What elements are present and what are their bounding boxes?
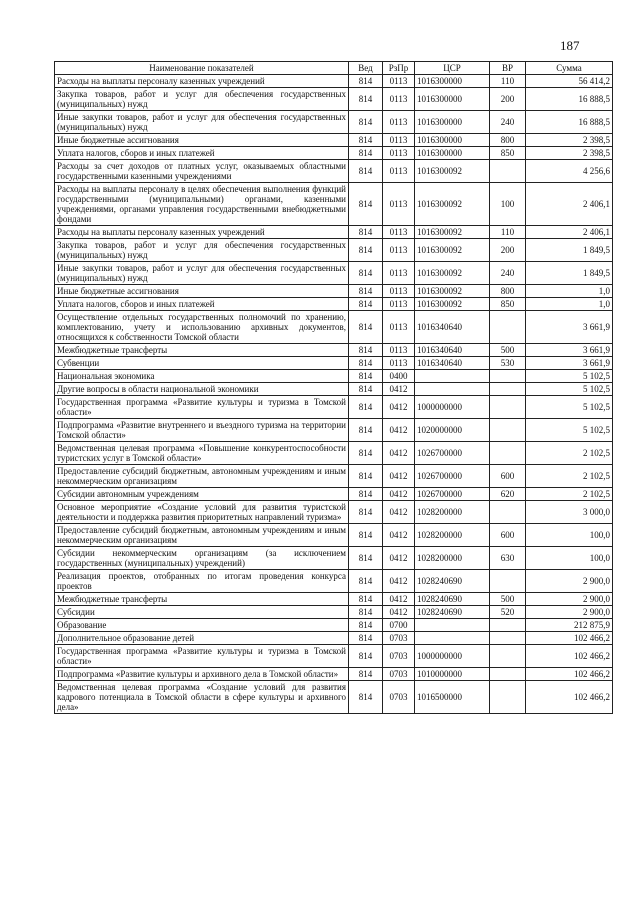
cell-name: Иные бюджетные ассигнования [55, 134, 349, 147]
cell-csr: 1020000000 [415, 419, 490, 442]
cell-sum: 2 900,0 [526, 606, 613, 619]
cell-vr: 240 [490, 262, 526, 285]
cell-rzpr: 0113 [383, 357, 415, 370]
cell-sum: 5 102,5 [526, 383, 613, 396]
cell-name: Подпрограмма «Развитие внутреннего и въездного туризма на территории Томской области» [55, 419, 349, 442]
cell-name: Другие вопросы в области национальной экономики [55, 383, 349, 396]
cell-vr: 200 [490, 239, 526, 262]
cell-vr [490, 370, 526, 383]
cell-ved: 814 [349, 311, 383, 344]
cell-rzpr: 0400 [383, 370, 415, 383]
table-row [55, 75, 613, 88]
cell-ved: 814 [349, 285, 383, 298]
cell-name: Расходы за счет доходов от платных услуг, оказываемых областными государственными казенными учреждениями [55, 160, 349, 183]
table-row [55, 88, 613, 111]
table-row [55, 344, 613, 357]
cell-sum: 3 661,9 [526, 311, 613, 344]
cell-sum: 5 102,5 [526, 396, 613, 419]
cell-sum: 2 398,5 [526, 147, 613, 160]
cell-rzpr: 0113 [383, 298, 415, 311]
cell-name: Расходы на выплаты персоналу казенных учреждений [55, 226, 349, 239]
cell-name: Осуществление отдельных государственных полномочий по хранению, комплектованию, учету и использованию архивных документов, относящихся к собственности Томской области [55, 311, 349, 344]
cell-vr: 600 [490, 465, 526, 488]
table-body [55, 75, 613, 714]
cell-vr [490, 681, 526, 714]
table-row [55, 606, 613, 619]
cell-name: Субвенции [55, 357, 349, 370]
column-header-sum: Сумма [526, 62, 613, 75]
cell-rzpr: 0412 [383, 488, 415, 501]
cell-sum: 3 000,0 [526, 501, 613, 524]
cell-csr: 1028200000 [415, 547, 490, 570]
cell-rzpr: 0113 [383, 88, 415, 111]
cell-vr: 500 [490, 344, 526, 357]
cell-sum: 100,0 [526, 547, 613, 570]
cell-name: Закупка товаров, работ и услуг для обеспечения государственных (муниципальных) нужд [55, 239, 349, 262]
cell-sum: 1 849,5 [526, 262, 613, 285]
cell-name: Дополнительное образование детей [55, 632, 349, 645]
cell-vr [490, 645, 526, 668]
cell-sum: 102 466,2 [526, 681, 613, 714]
page-number: 187 [560, 38, 580, 53]
cell-sum: 3 661,9 [526, 344, 613, 357]
budget-table [54, 61, 613, 714]
cell-vr [490, 419, 526, 442]
cell-name: Субсидии некоммерческим организациям (за исключением государственных (муниципальных) учреждений) [55, 547, 349, 570]
table-row [55, 239, 613, 262]
cell-sum: 2 406,1 [526, 226, 613, 239]
table-row [55, 262, 613, 285]
cell-name: Подпрограмма «Развитие культуры и архивного дела в Томской области» [55, 668, 349, 681]
cell-sum: 56 414,2 [526, 75, 613, 88]
cell-rzpr: 0113 [383, 75, 415, 88]
cell-sum: 2 102,5 [526, 442, 613, 465]
column-header-vr: ВР [490, 62, 526, 75]
cell-vr [490, 160, 526, 183]
cell-rzpr: 0113 [383, 239, 415, 262]
cell-vr [490, 383, 526, 396]
cell-ved: 814 [349, 383, 383, 396]
cell-ved: 814 [349, 370, 383, 383]
cell-vr [490, 311, 526, 344]
cell-vr: 600 [490, 524, 526, 547]
table-row [55, 183, 613, 226]
cell-sum: 2 102,5 [526, 488, 613, 501]
cell-sum: 4 256,6 [526, 160, 613, 183]
cell-sum: 1 849,5 [526, 239, 613, 262]
cell-rzpr: 0700 [383, 619, 415, 632]
cell-rzpr: 0703 [383, 645, 415, 668]
column-header-csr: ЦСР [415, 62, 490, 75]
cell-csr: 1016340640 [415, 357, 490, 370]
cell-csr: 1016300092 [415, 262, 490, 285]
cell-name: Уплата налогов, сборов и иных платежей [55, 298, 349, 311]
cell-sum: 16 888,5 [526, 111, 613, 134]
cell-vr: 520 [490, 606, 526, 619]
cell-name: Основное мероприятие «Создание условий для развития туристской деятельности и поддержка развития приоритетных направлений туризма» [55, 501, 349, 524]
cell-csr: 1016300092 [415, 285, 490, 298]
table-row [55, 419, 613, 442]
cell-sum: 5 102,5 [526, 370, 613, 383]
cell-rzpr: 0113 [383, 262, 415, 285]
table-row [55, 383, 613, 396]
cell-vr: 620 [490, 488, 526, 501]
cell-vr: 800 [490, 285, 526, 298]
cell-rzpr: 0412 [383, 465, 415, 488]
cell-sum: 3 661,9 [526, 357, 613, 370]
table-row [55, 524, 613, 547]
cell-csr: 1016300000 [415, 147, 490, 160]
cell-ved: 814 [349, 501, 383, 524]
cell-csr: 1016300000 [415, 111, 490, 134]
cell-name: Образование [55, 619, 349, 632]
cell-sum: 2 102,5 [526, 465, 613, 488]
cell-vr [490, 501, 526, 524]
column-header-ved: Вед [349, 62, 383, 75]
cell-rzpr: 0412 [383, 593, 415, 606]
cell-vr: 110 [490, 226, 526, 239]
cell-name: Реализация проектов, отобранных по итогам проведения конкурса проектов [55, 570, 349, 593]
cell-csr: 1016340640 [415, 344, 490, 357]
cell-ved: 814 [349, 488, 383, 501]
cell-ved: 814 [349, 75, 383, 88]
cell-vr [490, 396, 526, 419]
cell-name: Иные закупки товаров, работ и услуг для обеспечения государственных (муниципальных) нужд [55, 111, 349, 134]
cell-ved: 814 [349, 111, 383, 134]
cell-rzpr: 0412 [383, 442, 415, 465]
cell-rzpr: 0113 [383, 285, 415, 298]
cell-rzpr: 0412 [383, 570, 415, 593]
table-row [55, 593, 613, 606]
column-header-rzpr: РзПр [383, 62, 415, 75]
table-row [55, 465, 613, 488]
cell-csr: 1016300092 [415, 298, 490, 311]
cell-vr: 800 [490, 134, 526, 147]
cell-csr: 1016340640 [415, 311, 490, 344]
cell-ved: 814 [349, 681, 383, 714]
cell-csr: 1016300000 [415, 134, 490, 147]
cell-ved: 814 [349, 298, 383, 311]
cell-vr: 240 [490, 111, 526, 134]
cell-csr: 1016300092 [415, 239, 490, 262]
table-row [55, 619, 613, 632]
cell-csr: 1016300000 [415, 75, 490, 88]
cell-rzpr: 0412 [383, 547, 415, 570]
cell-sum: 16 888,5 [526, 88, 613, 111]
cell-rzpr: 0412 [383, 396, 415, 419]
cell-ved: 814 [349, 160, 383, 183]
cell-rzpr: 0412 [383, 383, 415, 396]
table-row [55, 285, 613, 298]
cell-ved: 814 [349, 524, 383, 547]
cell-vr [490, 668, 526, 681]
table-row [55, 681, 613, 714]
cell-sum: 102 466,2 [526, 632, 613, 645]
cell-name: Иные бюджетные ассигнования [55, 285, 349, 298]
cell-vr: 850 [490, 298, 526, 311]
cell-sum: 2 900,0 [526, 593, 613, 606]
table-row [55, 632, 613, 645]
cell-rzpr: 0412 [383, 606, 415, 619]
cell-name: Государственная программа «Развитие культуры и туризма в Томской области» [55, 645, 349, 668]
cell-csr [415, 632, 490, 645]
cell-vr: 500 [490, 593, 526, 606]
cell-ved: 814 [349, 226, 383, 239]
table-row [55, 226, 613, 239]
cell-rzpr: 0703 [383, 632, 415, 645]
table-row [55, 396, 613, 419]
cell-ved: 814 [349, 134, 383, 147]
cell-ved: 814 [349, 239, 383, 262]
cell-name: Закупка товаров, работ и услуг для обеспечения государственных (муниципальных) нужд [55, 88, 349, 111]
cell-name: Государственная программа «Развитие культуры и туризма в Томской области» [55, 396, 349, 419]
cell-ved: 814 [349, 344, 383, 357]
cell-csr: 1028200000 [415, 524, 490, 547]
cell-csr: 1010000000 [415, 668, 490, 681]
cell-ved: 814 [349, 668, 383, 681]
cell-sum: 212 875,9 [526, 619, 613, 632]
cell-csr: 1000000000 [415, 645, 490, 668]
table-row [55, 311, 613, 344]
table-row [55, 668, 613, 681]
cell-rzpr: 0113 [383, 226, 415, 239]
cell-rzpr: 0412 [383, 524, 415, 547]
cell-vr: 100 [490, 183, 526, 226]
cell-csr [415, 370, 490, 383]
cell-rzpr: 0412 [383, 501, 415, 524]
cell-csr: 1016300092 [415, 183, 490, 226]
cell-csr: 1028240690 [415, 593, 490, 606]
cell-ved: 814 [349, 570, 383, 593]
cell-ved: 814 [349, 619, 383, 632]
cell-rzpr: 0113 [383, 111, 415, 134]
cell-vr: 850 [490, 147, 526, 160]
cell-name: Расходы на выплаты персоналу в целях обеспечения выполнения функций государственными (муниципальными) органами, казенными учреждениями, органами управления государственными внебюджетными фондами [55, 183, 349, 226]
cell-vr [490, 619, 526, 632]
cell-ved: 814 [349, 357, 383, 370]
cell-ved: 814 [349, 88, 383, 111]
cell-vr [490, 570, 526, 593]
table-row [55, 547, 613, 570]
cell-csr: 1028240690 [415, 570, 490, 593]
cell-ved: 814 [349, 147, 383, 160]
table-row [55, 357, 613, 370]
cell-ved: 814 [349, 632, 383, 645]
cell-rzpr: 0113 [383, 311, 415, 344]
cell-ved: 814 [349, 606, 383, 619]
cell-sum: 102 466,2 [526, 668, 613, 681]
cell-ved: 814 [349, 465, 383, 488]
cell-ved: 814 [349, 645, 383, 668]
cell-vr: 110 [490, 75, 526, 88]
cell-csr: 1028200000 [415, 501, 490, 524]
table-row [55, 570, 613, 593]
cell-sum: 2 406,1 [526, 183, 613, 226]
cell-vr: 630 [490, 547, 526, 570]
cell-name: Ведомственная целевая программа «Создание условий для развития кадрового потенциала в Томской области в сфере культуры и архивного дела» [55, 681, 349, 714]
cell-csr: 1000000000 [415, 396, 490, 419]
table-row [55, 111, 613, 134]
table-row [55, 370, 613, 383]
table-row [55, 501, 613, 524]
cell-ved: 814 [349, 593, 383, 606]
cell-name: Уплата налогов, сборов и иных платежей [55, 147, 349, 160]
table-row [55, 160, 613, 183]
cell-name: Субсидии [55, 606, 349, 619]
cell-name: Национальная экономика [55, 370, 349, 383]
cell-csr: 1016300092 [415, 226, 490, 239]
cell-sum: 2 398,5 [526, 134, 613, 147]
cell-sum: 2 900,0 [526, 570, 613, 593]
cell-ved: 814 [349, 419, 383, 442]
cell-vr [490, 632, 526, 645]
table-row [55, 488, 613, 501]
column-header-name: Наименование показателей [55, 62, 349, 75]
cell-vr [490, 442, 526, 465]
cell-name: Расходы на выплаты персоналу казенных учреждений [55, 75, 349, 88]
cell-name: Межбюджетные трансферты [55, 593, 349, 606]
cell-sum: 100,0 [526, 524, 613, 547]
cell-ved: 814 [349, 183, 383, 226]
cell-rzpr: 0113 [383, 160, 415, 183]
cell-rzpr: 0113 [383, 134, 415, 147]
table-header-row [55, 62, 613, 75]
cell-sum: 102 466,2 [526, 645, 613, 668]
cell-name: Иные закупки товаров, работ и услуг для обеспечения государственных (муниципальных) нужд [55, 262, 349, 285]
cell-csr: 1028240690 [415, 606, 490, 619]
cell-name: Ведомственная целевая программа «Повышение конкурентоспособности туристских услуг в Томской области» [55, 442, 349, 465]
cell-ved: 814 [349, 396, 383, 419]
cell-csr: 1016300000 [415, 88, 490, 111]
table-row [55, 134, 613, 147]
cell-csr: 1026700000 [415, 465, 490, 488]
cell-csr [415, 619, 490, 632]
cell-csr: 1026700000 [415, 442, 490, 465]
table-row [55, 147, 613, 160]
table-row [55, 442, 613, 465]
cell-csr [415, 383, 490, 396]
cell-ved: 814 [349, 262, 383, 285]
cell-rzpr: 0703 [383, 681, 415, 714]
table-row [55, 645, 613, 668]
cell-rzpr: 0703 [383, 668, 415, 681]
cell-rzpr: 0412 [383, 419, 415, 442]
cell-sum: 5 102,5 [526, 419, 613, 442]
cell-vr: 200 [490, 88, 526, 111]
cell-name: Субсидии автономным учреждениям [55, 488, 349, 501]
cell-name: Межбюджетные трансферты [55, 344, 349, 357]
table-row [55, 298, 613, 311]
cell-name: Предоставление субсидий бюджетным, автономным учреждениям и иным некоммерческим организациям [55, 465, 349, 488]
cell-sum: 1,0 [526, 298, 613, 311]
cell-csr: 1016500000 [415, 681, 490, 714]
cell-rzpr: 0113 [383, 344, 415, 357]
cell-ved: 814 [349, 547, 383, 570]
cell-sum: 1,0 [526, 285, 613, 298]
cell-csr: 1016300092 [415, 160, 490, 183]
cell-rzpr: 0113 [383, 183, 415, 226]
cell-ved: 814 [349, 442, 383, 465]
cell-csr: 1026700000 [415, 488, 490, 501]
cell-rzpr: 0113 [383, 147, 415, 160]
cell-vr: 530 [490, 357, 526, 370]
cell-name: Предоставление субсидий бюджетным, автономным учреждениям и иным некоммерческим организациям [55, 524, 349, 547]
